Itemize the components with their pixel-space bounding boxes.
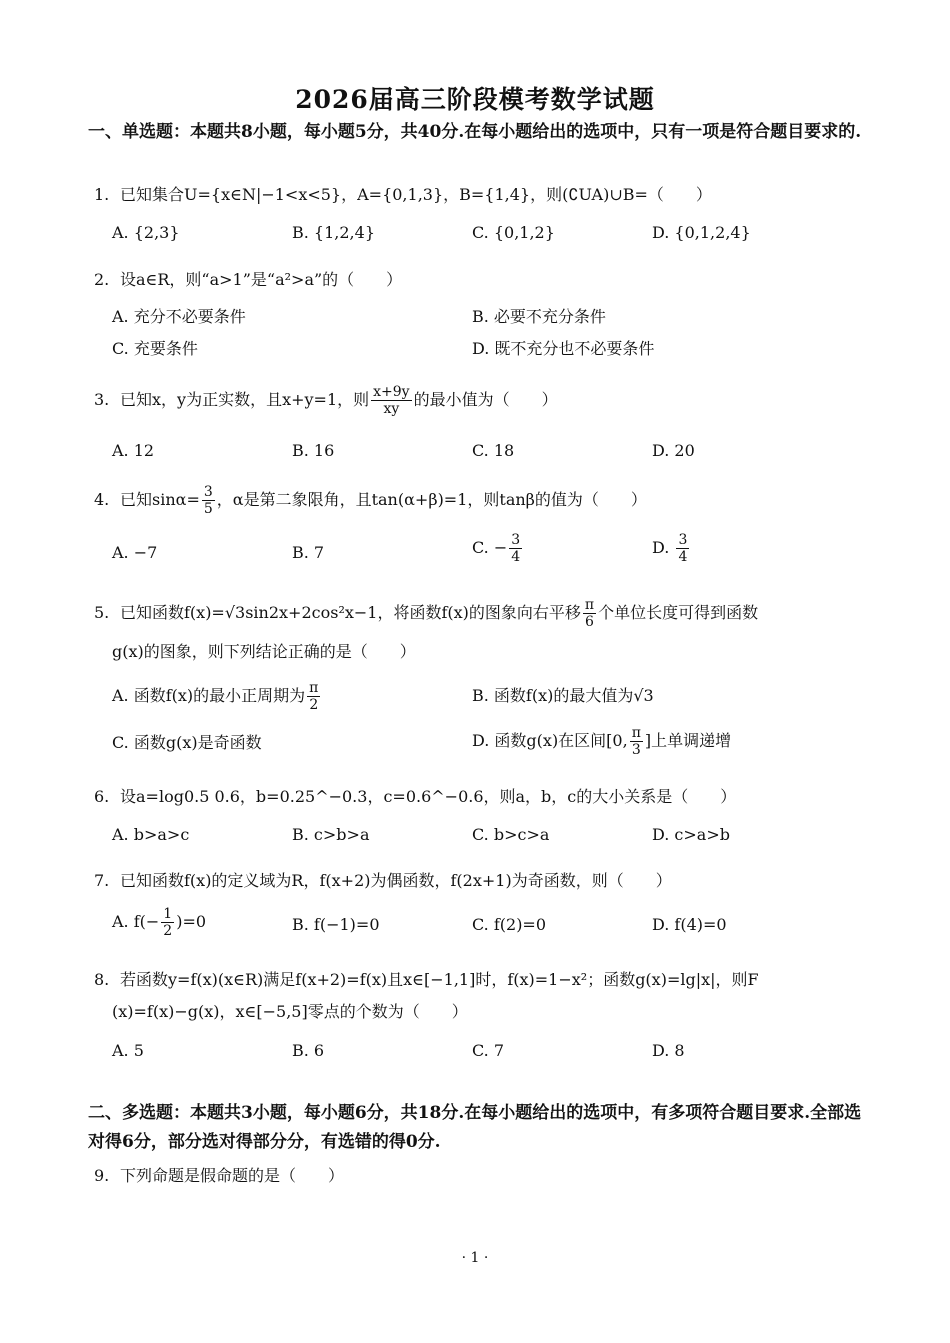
question-7: 7. 已知函数f(x)的定义域为R，f(x+2)为偶函数，f(2x+1)为奇函数，则（ ） [94,871,672,890]
option-b: B. 必要不充分条件 [472,307,606,326]
option-b: B. 6 [292,1041,325,1060]
question-text: 设a=log0.5 0.6，b=0.25^−0.3，c=0.6^−0.6，则a，b，c的大小关系是（ ） [120,787,737,806]
page-title: 2026届高三阶段模考数学试题 [295,85,655,114]
question-text: 已知函数f(x)的定义域为R，f(x+2)为偶函数，f(2x+1)为奇函数，则（ ） [120,871,672,890]
question-2: 2. 设a∈R，则“a>1”是“a²>a”的（ ） [94,270,403,289]
option-d: D. 20 [652,441,695,460]
section-1-heading: 一、单选题：本题共8小题，每小题5分，共40分.在每小题给出的选项中，只有一项是符合题目要求的. [88,122,862,142]
question-1: 1. 已知集合U={x∈N|−1<x<5}，A={0,1,3}，B={1,4}，则(∁UA)∪B=（ ） [94,185,712,204]
option-d: D. 既不充分也不必要条件 [472,339,655,358]
fraction: $\frac{1}{2}$ [163,906,173,939]
fraction: $\frac{3}{4}$ [511,532,521,565]
option-b: B. 16 [292,441,335,460]
option-b: B. 函数f(x)的最大值为√3 [472,686,654,705]
question-text: 下列命题是假命题的是（ ） [120,1166,345,1185]
page-number: · 1 · [461,1250,489,1266]
option-d: D. $\frac{3}{4}$ [652,532,688,565]
option-d: D. 8 [652,1041,685,1060]
fraction: $\frac{3}{5}$ [203,484,213,517]
question-8-line-2: (x)=f(x)−g(x)，x∈[−5,5]零点的个数为（ ） [112,1002,468,1021]
option-d: D. f(4)=0 [652,915,727,934]
option-b: B. c>b>a [292,825,370,844]
option-d: D. 函数g(x)在区间[0, $\frac{\pi}{3}$ ]上单调递增 [472,725,732,758]
option-b: B. {1,2,4} [292,223,375,242]
fraction: $\frac{\pi}{2}$ [309,680,319,713]
question-6: 6. 设a=log0.5 0.6，b=0.25^−0.3，c=0.6^−0.6，则a，b，c的大小关系是（ ） [94,787,737,806]
option-a: A. 充分不必要条件 [112,307,246,326]
question-text: 若函数y=f(x)(x∈R)满足f(x+2)=f(x)且x∈[−1,1]时，f(x)=1−x²；函数g(x)=lg|x|，则F [120,970,759,989]
option-c: C. {0,1,2} [472,223,555,242]
option-d: D. c>a>b [652,825,730,844]
option-b: B. 7 [292,543,325,562]
fraction: $\frac{\pi}{3}$ [631,725,641,758]
option-d: D. {0,1,2,4} [652,223,751,242]
fraction: $\frac{x+9y}{xy}$ [373,384,410,417]
option-a: A. b>a>c [112,825,190,844]
question-text: 设a∈R，则“a>1”是“a²>a”的（ ） [120,270,403,289]
question-5-line-2: g(x)的图象，则下列结论正确的是（ ） [112,642,416,661]
option-a: A. {2,3} [112,223,180,242]
option-b: B. f(−1)=0 [292,915,380,934]
option-a: A. 5 [112,1041,144,1060]
fraction: $\frac{3}{4}$ [678,532,688,565]
question-5: 5. 已知函数f(x)=√3sin2x+2cos²x−1，将函数f(x)的图象向右平移 $\frac{\pi}{6}$ 个单位长度可得到函数 [94,597,759,630]
option-a: A. 12 [112,441,155,460]
option-a: A. 函数f(x)的最小正周期为 $\frac{\pi}{2}$ [112,680,319,713]
option-c: C. − $\frac{3}{4}$ [472,532,521,565]
section-2-heading: 二、多选题：本题共3小题，每小题6分，共18分.在每小题给出的选项中，有多项符合题目要求.全部选对得6分，部分选对得部分分，有选错的得0分. [88,1103,862,1152]
question-3: 3. 已知x，y为正实数，且x+y=1，则 $\frac{x+9y}{xy}$ 的最小值为（ ） [94,384,558,417]
question-4: 4. 已知sinα= $\frac{3}{5}$ ，α是第二象限角，且tan(α+β)=1，则tanβ的值为（ ） [94,484,647,517]
question-8: 8. 若函数y=f(x)(x∈R)满足f(x+2)=f(x)且x∈[−1,1]时，f(x)=1−x²；函数g(x)=lg|x|，则F [94,970,759,989]
option-a: A. f(− $\frac{1}{2}$ )=0 [112,906,207,939]
option-c: C. 充要条件 [112,339,198,358]
option-c: C. 函数g(x)是奇函数 [112,733,262,752]
question-9: 9. 下列命题是假命题的是（ ） [94,1166,345,1185]
fraction: $\frac{\pi}{6}$ [584,597,595,630]
option-c: C. b>c>a [472,825,550,844]
option-a: A. −7 [112,543,158,562]
option-c: C. f(2)=0 [472,915,547,934]
option-c: C. 7 [472,1041,505,1060]
option-c: C. 18 [472,441,515,460]
question-text: 已知集合U={x∈N|−1<x<5}，A={0,1,3}，B={1,4}，则(∁UA)∪B=（ ） [120,185,712,204]
